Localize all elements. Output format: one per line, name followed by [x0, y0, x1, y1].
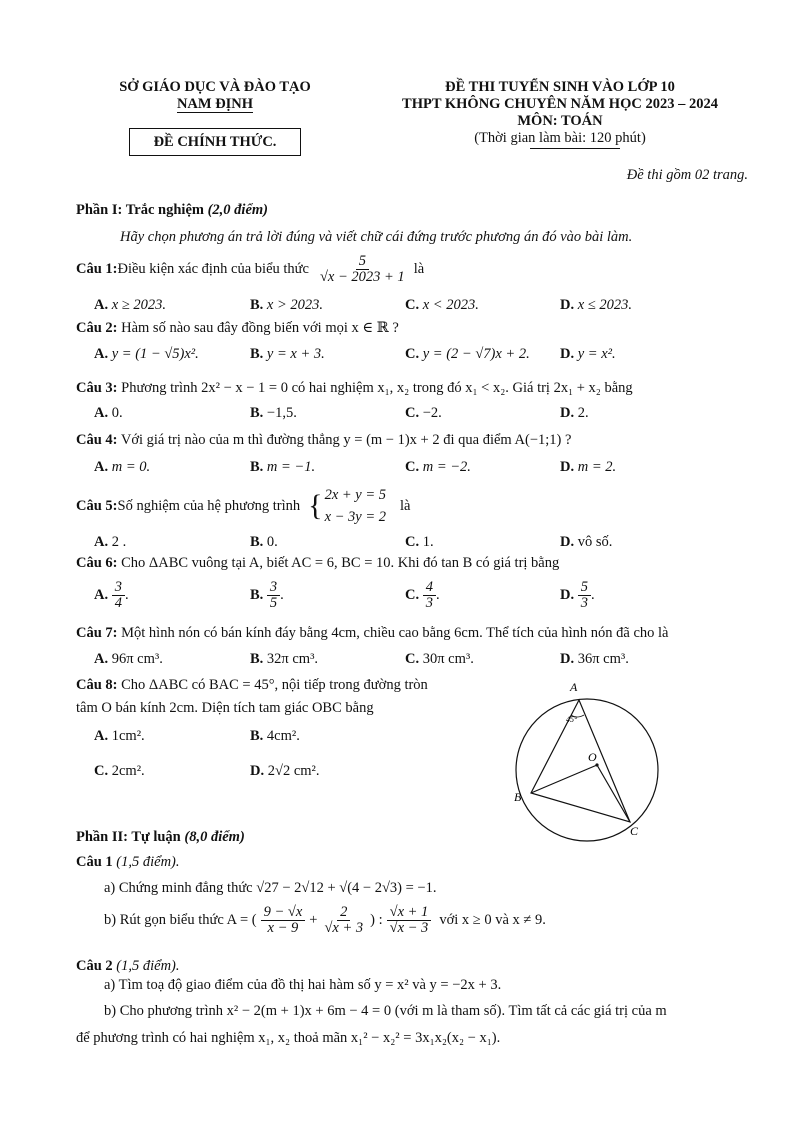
q1-b-text: x > 2023. — [266, 297, 324, 313]
q5-system — [325, 484, 386, 528]
q5-brace: { — [308, 489, 323, 522]
q1-tail: là — [413, 261, 425, 277]
province-name — [95, 96, 335, 113]
essay-1-label: Câu 1 — [76, 854, 113, 870]
q5-eq1: 2x + y = 5 — [324, 487, 387, 503]
q6-c-num: 4 — [423, 580, 436, 596]
question-8 — [76, 677, 428, 694]
essay-1b-colon: ) : — [370, 912, 383, 928]
q4-label: Câu 4: — [76, 432, 118, 448]
essay-1b-frac3 — [387, 905, 432, 936]
q1-option-c: C. x < 2023. — [405, 297, 479, 313]
q6-b-num: 3 — [267, 580, 280, 596]
essay-1b-frac1 — [261, 905, 306, 936]
q3-b-text: −1,5. — [266, 405, 297, 421]
q6-option-c: C. $\frac{4}{3}$ . — [405, 579, 440, 611]
essay-1b-frac2-den: √x + 3 — [324, 920, 364, 936]
q5-tail: là — [400, 497, 411, 514]
question-7 — [76, 625, 669, 642]
question-1 — [76, 254, 424, 285]
q7-option-c: C. 30π cm³. — [405, 651, 474, 667]
q5-eq2: x − 3y = 2 — [324, 509, 387, 525]
essay-1b-frac3-den: √x − 3 — [389, 920, 429, 936]
q4-option-d: D. m = 2. — [560, 459, 617, 475]
part2-title-text: Phần II: Tự luận — [76, 829, 185, 845]
essay-2b: b) Cho phương trình x² − 2(m + 1)x + 6m − 4 = 0 (với m là tham số). Tìm tất cả các giá trị của m — [104, 1003, 667, 1019]
q6-a-frac — [112, 580, 125, 611]
essay-1b-prefix: b) Rút gọn biểu thức A = ( — [104, 912, 257, 928]
q5-option-a: A. 2 . — [94, 534, 127, 550]
part2-points: (8,0 điểm) — [184, 829, 245, 845]
part1-title — [76, 202, 268, 219]
q8-label: Câu 8: — [76, 677, 118, 693]
q2-label: Câu 2: — [76, 320, 118, 336]
q1-label: Câu 1: — [76, 261, 118, 277]
q6-d-frac — [578, 580, 591, 611]
q7-option-d: D. 36π cm³. — [560, 651, 629, 667]
q7-c-text: 30π cm³. — [422, 651, 474, 667]
question-2 — [76, 320, 399, 337]
q6-text: Cho ΔABC vuông tại A, biết AC = 6, BC = 10. Khi đó tan B có giá trị bằng — [117, 555, 560, 571]
exam-duration: (Thời gian làm bài: 120 phút) — [474, 130, 646, 146]
q1-text: Điều kiện xác định của biểu thức — [117, 261, 309, 277]
q5-option-c: C. 1. — [405, 534, 434, 550]
q3-c-text: −2. — [422, 405, 442, 421]
province-name-text: NAM ĐỊNH — [176, 96, 254, 112]
q6-option-b: B. $\frac{3}{5}$ . — [250, 579, 284, 611]
essay-1b-frac1-num: 9 − √x — [261, 905, 306, 921]
pages-note: Đề thi gồm 02 trang. — [626, 167, 748, 183]
essay-2a: a) Tìm toạ độ giao điểm của đồ thị hai hàm số y = x² và y = −2x + 3. — [104, 977, 502, 993]
essay-1b-frac2-num: 2 — [337, 905, 350, 921]
q3-option-c: C. −2. — [405, 405, 442, 421]
vertex-c-label: C — [630, 824, 639, 838]
q1-option-a: A. x ≥ 2023. — [94, 297, 167, 313]
essay-1-header — [76, 854, 180, 871]
q8-b-text: 4cm². — [266, 728, 300, 744]
segment-ob — [531, 765, 597, 793]
q8-option-b: B. 4cm². — [250, 728, 300, 744]
q2-option-a: A. y = (1 − √5)x². — [94, 346, 199, 362]
q8-c-text: 2cm². — [111, 763, 145, 779]
question-5 — [76, 484, 410, 528]
q1-option-d: D. x ≤ 2023. — [560, 297, 633, 313]
question-4 — [76, 432, 571, 449]
q7-b-text: 32π cm³. — [266, 651, 319, 667]
q4-option-c: C. m = −2. — [405, 459, 471, 475]
q2-option-c: C. y = (2 − √7)x + 2. — [405, 346, 530, 362]
q8-option-a: A. 1cm². — [94, 728, 145, 744]
part1-points: (2,0 điểm) — [207, 202, 268, 218]
q4-d-text: m = 2. — [577, 459, 617, 475]
q1-d-text: x ≤ 2023. — [577, 297, 633, 313]
essay-1b — [104, 905, 546, 936]
q7-a-text: 96π cm³. — [111, 651, 163, 667]
q2-d-text: y = x². — [577, 346, 616, 362]
q2-a-text: y = (1 − √5)x². — [111, 346, 199, 362]
q5-text: Số nghiệm của hệ phương trình — [117, 497, 301, 514]
q1-fraction — [317, 254, 408, 285]
q4-a-text: m = 0. — [111, 459, 151, 475]
q5-option-d: D. vô số. — [560, 534, 613, 550]
q1-frac-num: 5 — [356, 254, 369, 270]
q7-option-b: B. 32π cm³. — [250, 651, 319, 667]
exam-title: ĐỀ THI TUYỂN SINH VÀO LỚP 10 — [445, 79, 675, 95]
q4-c-text: m = −2. — [422, 459, 471, 475]
q8-text: Cho ΔABC có BAC = 45°, nội tiếp trong đường tròn — [117, 677, 428, 693]
q4-text: Với giá trị nào của m thì đường thẳng y = (m − 1)x + 2 đi qua điểm A(−1;1) ? — [117, 432, 572, 448]
vertex-b-label: B — [514, 790, 522, 804]
q6-c-frac — [423, 580, 436, 611]
q3-option-d: D. 2. — [560, 405, 589, 421]
q6-b-den: 5 — [269, 595, 278, 611]
q8-a-text: 1cm². — [111, 728, 145, 744]
essay-2-header — [76, 958, 180, 975]
q5-a-text: 2 . — [111, 534, 127, 550]
q3-option-a: A. 0. — [94, 405, 123, 421]
essay-1b-frac2 — [321, 905, 366, 936]
q4-option-a: A. m = 0. — [94, 459, 151, 475]
q8-option-c: C. 2cm². — [94, 763, 145, 779]
q3-a-text: 0. — [111, 405, 123, 421]
part2-title — [76, 829, 245, 846]
q2-option-b: B. y = x + 3. — [250, 346, 325, 362]
q3-option-b: B. −1,5. — [250, 405, 297, 421]
q7-label: Câu 7: — [76, 625, 118, 641]
question-6 — [76, 555, 559, 572]
q2-b-text: y = x + 3. — [266, 346, 325, 362]
essay-1b-plus: + — [309, 912, 318, 928]
q7-option-a: A. 96π cm³. — [94, 651, 163, 667]
q3-label: Câu 3: — [76, 380, 118, 396]
circle-figure — [500, 675, 675, 850]
q1-frac-den: √x − 2023 + 1 — [319, 269, 405, 285]
q2-text: Hàm số nào sau đây đồng biến với mọi x ∈ ℝ ? — [117, 320, 399, 336]
q6-c-den: 3 — [425, 595, 433, 611]
q5-b-text: 0. — [266, 534, 278, 550]
q6-d-den: 3 — [580, 595, 588, 611]
part1-title-text: Phần I: Trắc nghiệm — [76, 202, 208, 218]
essay-1b-frac3-num: √x + 1 — [387, 905, 432, 921]
duration-underline — [530, 148, 620, 149]
q6-label: Câu 6: — [76, 555, 118, 571]
q6-a-den: 4 — [114, 595, 122, 611]
essay-2-label: Câu 2 — [76, 958, 113, 974]
q3-d-text: 2. — [577, 405, 589, 421]
question-3 — [76, 380, 633, 397]
triangle-abc — [531, 700, 630, 822]
q5-d-text: vô số. — [577, 534, 613, 550]
angle-label: 45° — [566, 715, 578, 724]
q8-option-d: D. 2√2 cm². — [250, 763, 320, 779]
essay-1a: a) Chứng minh đẳng thức √27 − 2√12 + √(4 − 2√3) = −1. — [104, 880, 437, 896]
q4-option-b: B. m = −1. — [250, 459, 316, 475]
essay-1b-frac1-den: x − 9 — [267, 920, 299, 936]
q7-text: Một hình nón có bán kính đáy bằng 4cm, chiều cao bằng 6cm. Thể tích của hình nón đã cho là — [117, 625, 669, 641]
q6-option-d: D. $\frac{5}{3}$ . — [560, 579, 595, 611]
q6-b-frac — [267, 580, 280, 611]
q1-c-text: x < 2023. — [422, 297, 479, 313]
essay-2-points: (1,5 điểm). — [112, 958, 180, 974]
q8-d-text: 2√2 cm². — [267, 763, 320, 779]
q2-c-text: y = (2 − √7)x + 2. — [422, 346, 530, 362]
q3-text: Phương trình 2x² − x − 1 = 0 có hai nghiệm x₁, x₂ trong đó x₁ < x₂. Giá trị 2x₁ + x₂ bằng — [117, 380, 633, 396]
q6-d-num: 5 — [578, 580, 591, 596]
essay-1b-condition: với x ≥ 0 và x ≠ 9. — [439, 912, 546, 928]
essay-1-points: (1,5 điểm). — [112, 854, 180, 870]
vertex-a-label: A — [570, 680, 578, 694]
center-o-label: O — [588, 750, 597, 764]
essay-2b-continued: để phương trình có hai nghiệm x₁, x₂ thoả mãn x₁² − x₂² = 3x₁x₂(x₂ − x₁). — [76, 1030, 501, 1046]
q2-option-d: D. y = x². — [560, 346, 616, 362]
exam-subject: MÔN: TOÁN — [517, 113, 603, 129]
department-name: SỞ GIÁO DỤC VÀ ĐÀO TẠO — [119, 79, 311, 95]
q6-a-num: 3 — [112, 580, 125, 596]
q5-option-b: B. 0. — [250, 534, 278, 550]
q1-a-text: x ≥ 2023. — [111, 297, 167, 313]
official-exam-box: ĐỀ CHÍNH THỨC. — [129, 128, 301, 156]
question-8-line2: tâm O bán kính 2cm. Diện tích tam giác OBC bằng — [76, 700, 374, 716]
q4-b-text: m = −1. — [266, 459, 316, 475]
q5-c-text: 1. — [422, 534, 434, 550]
q7-d-text: 36π cm³. — [577, 651, 629, 667]
q6-option-a: A. $\frac{3}{4}$ . — [94, 579, 129, 611]
exam-subtitle: THPT KHÔNG CHUYÊN NĂM HỌC 2023 – 2024 — [402, 96, 718, 112]
q5-label: Câu 5: — [76, 497, 118, 514]
q1-option-b: B. x > 2023. — [250, 297, 324, 313]
part1-instruction: Hãy chọn phương án trả lời đúng và viết chữ cái đứng trước phương án đó vào bài làm. — [120, 229, 633, 245]
